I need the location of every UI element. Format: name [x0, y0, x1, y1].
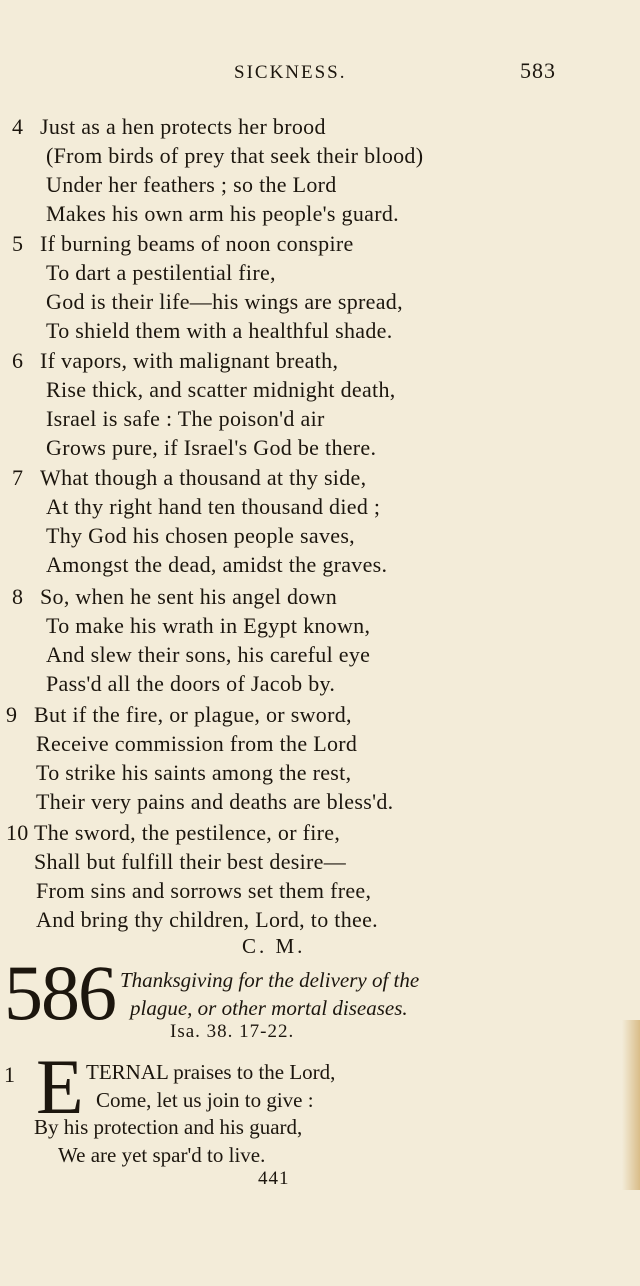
- stanza-line: To shield them with a healthful shade.: [46, 318, 393, 343]
- stanza-line: And bring thy children, Lord, to thee.: [36, 907, 378, 932]
- stanza-line: Shall but fulfill their best desire—: [34, 849, 347, 874]
- stanza-line: Their very pains and deaths are bless'd.: [36, 789, 394, 814]
- stanza-line: At thy right hand ten thousand died ;: [46, 494, 381, 519]
- stanza-number: 4: [12, 114, 24, 139]
- stanza-number: 5: [12, 231, 24, 256]
- stanza-line: 10 The sword, the pestilence, or fire,: [6, 820, 341, 845]
- stanza-line: By his protection and his guard,: [34, 1115, 303, 1139]
- stanza-line: To dart a pestilential fire,: [46, 260, 276, 285]
- stanza-line: Come, let us join to give :: [96, 1088, 314, 1112]
- stanza-number: 6: [12, 348, 24, 373]
- stanza-9: [0, 700, 640, 816]
- stanza-line: Rise thick, and scatter midnight death,: [46, 377, 396, 402]
- stanza-line: Amongst the dead, amidst the graves.: [46, 552, 388, 577]
- stanza-line: Thy God his chosen people saves,: [46, 523, 355, 548]
- stanza-line: Pass'd all the doors of Jacob by.: [46, 671, 336, 696]
- stanza-line: To strike his saints among the rest,: [36, 760, 352, 785]
- page-number: 583: [520, 58, 556, 83]
- stanza-line: From sins and sorrows set them free,: [36, 878, 372, 903]
- stanza-number: 8: [12, 584, 24, 609]
- hymn-title-line-1: Thanksgiving for the delivery of the: [120, 968, 420, 992]
- stanza-number: 1: [4, 1062, 15, 1087]
- stanza-line: God is their life—his wings are spread,: [46, 289, 403, 314]
- stanza-line: We are yet spar'd to live.: [58, 1143, 266, 1167]
- stanza-line: Under her feathers ; so the Lord: [46, 172, 337, 197]
- stanza-line: Makes his own arm his people's guard.: [46, 201, 399, 226]
- stanza-line: 9 But if the fire, or plague, or sword,: [6, 702, 352, 727]
- stanza-number: 10: [6, 820, 29, 845]
- stanza-line: 7 What though a thousand at thy side,: [12, 465, 367, 490]
- stanza-line: (From birds of prey that seek their blood): [46, 143, 424, 168]
- stanza-line: 6 If vapors, with malignant breath,: [12, 348, 339, 373]
- stanza-10: [0, 818, 640, 934]
- stanza-line: To make his wrath in Egypt known,: [46, 613, 371, 638]
- hymn-number: 586: [4, 949, 115, 1036]
- stanza-line: 5 If burning beams of noon conspire: [12, 231, 354, 256]
- stanza-line: And slew their sons, his careful eye: [46, 642, 371, 667]
- stanza-line: Receive commission from the Lord: [36, 731, 358, 756]
- scripture-reference: Isa. 38. 17-22.: [170, 1021, 295, 1042]
- page-header: [0, 58, 640, 92]
- stanza-line: Israel is safe : The poison'd air: [46, 406, 325, 431]
- stanza-line: 8 So, when he sent his angel down: [12, 584, 338, 609]
- stanza-4: [0, 112, 640, 228]
- hymn-meter: C. M.: [242, 934, 306, 958]
- folio-number: 441: [258, 1168, 290, 1189]
- stanza-6: [0, 346, 640, 462]
- drop-cap: E: [36, 1043, 84, 1130]
- stanza-number: 9: [6, 702, 18, 727]
- stanza-5: [0, 229, 640, 345]
- stanza-line: Grows pure, if Israel's God be there.: [46, 435, 377, 460]
- stanza-7: [0, 463, 640, 579]
- stanza-line: 4 Just as a hen protects her brood: [12, 114, 326, 139]
- stanza-number: 7: [12, 465, 24, 490]
- page-edge-stain: [622, 1020, 640, 1190]
- hymn-title-line-2: plague, or other mortal diseases.: [130, 996, 408, 1020]
- running-head: SICKNESS.: [234, 62, 347, 83]
- stanza-8: [0, 582, 640, 698]
- stanza-line: TERNAL praises to the Lord,: [86, 1060, 336, 1084]
